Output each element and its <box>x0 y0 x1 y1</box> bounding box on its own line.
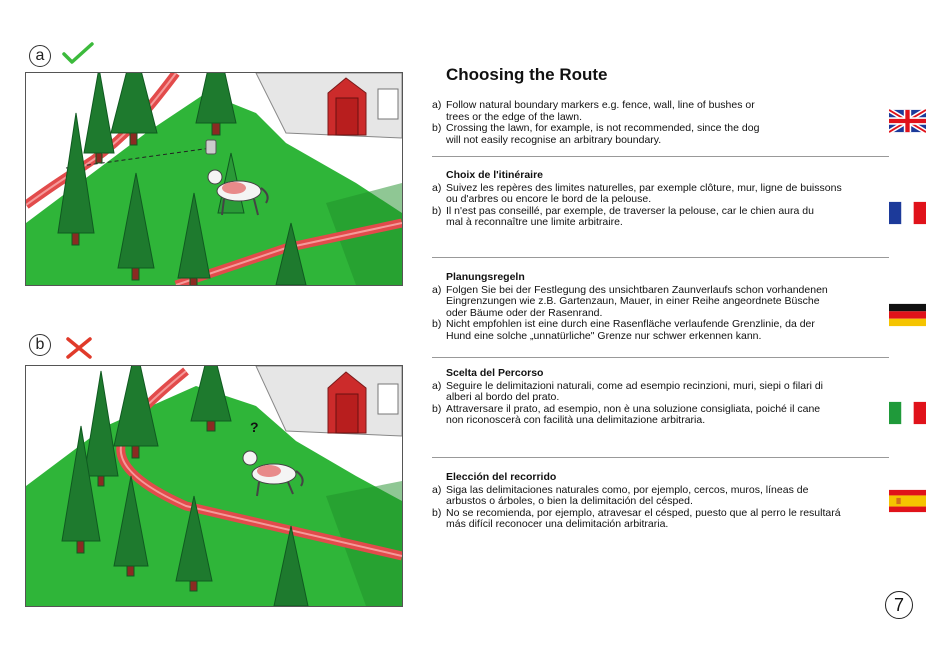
list-item <box>432 206 877 229</box>
section-english <box>432 100 877 146</box>
text-line: ou d'arbres ou encore le bord de la pelouse. <box>446 193 652 205</box>
cross-icon <box>65 336 93 360</box>
text-line: Attraversare il prato, ad esempio, non è una soluzione consigliata, poiché il cane <box>446 402 821 415</box>
item-marker: a) <box>432 181 442 194</box>
text-line: Nicht empfohlen ist eine durch eine Rasenfläche verlaufende Grenzlinie, da der <box>446 318 815 330</box>
list-item <box>432 381 877 404</box>
section-heading: Elección del recorrido <box>446 471 557 483</box>
divider <box>432 156 889 157</box>
section-spanish <box>432 472 877 531</box>
garden-scene-a <box>26 73 402 285</box>
section-italian <box>432 368 877 427</box>
text-line: alberi al bordo del prato. <box>446 391 560 403</box>
section-heading: Planungsregeln <box>446 271 525 283</box>
list-item <box>432 123 877 146</box>
flag-italy-icon <box>889 401 926 425</box>
illustration-panel-b <box>25 365 403 607</box>
flag-france-icon <box>889 201 926 225</box>
item-marker: a) <box>432 483 442 496</box>
text-line: non riconoscerà con facilità una delimitazione arbitraria. <box>446 414 706 426</box>
item-marker: b) <box>432 318 442 330</box>
page-title: Choosing the Route <box>446 65 608 84</box>
list-item <box>432 319 877 342</box>
illustration-panel-a <box>25 72 403 286</box>
text-line: Hund eine solche „unnatürliche" Grenze nur schwer erkennen kann. <box>446 329 762 342</box>
divider <box>432 257 889 258</box>
list-item <box>432 485 877 508</box>
divider <box>432 357 889 358</box>
list-item <box>432 404 877 427</box>
item-marker: a) <box>432 379 442 392</box>
list-item <box>432 508 877 531</box>
flag-spain-icon <box>889 489 926 513</box>
check-icon <box>62 42 94 64</box>
item-marker: b) <box>432 122 442 134</box>
section-heading: Choix de l'itinéraire <box>446 169 544 181</box>
text-line: arbustos o árboles, o bien la delimitación del césped. <box>446 495 693 507</box>
text-line: mal à reconnaître une limite arbitraire. <box>446 216 623 228</box>
page-number-text: 7 <box>893 595 904 615</box>
list-item <box>432 100 877 123</box>
text-line: Follow natural boundary markers e.g. fence, wall, line of bushes or <box>446 99 755 111</box>
item-marker: b) <box>432 506 442 519</box>
text-line: Crossing the lawn, for example, is not recommended, since the dog <box>446 122 760 134</box>
text-line: Seguire le delimitazioni naturali, come ad esempio recinzioni, muri, siepi o filari di <box>446 379 824 392</box>
text-line: Eingrenzungen wie z.B. Gartenzaun, Mauer, in einer Reihe angeordnete Büsche <box>446 295 820 307</box>
item-marker: b) <box>432 204 442 217</box>
panel-b-label <box>29 334 51 356</box>
text-line: trees or the edge of the lawn. <box>446 110 583 123</box>
item-marker: b) <box>432 402 442 415</box>
page-number <box>885 591 913 619</box>
item-marker: a) <box>432 283 442 296</box>
text-line: Siga las delimitaciones naturales como, por ejemplo, cercos, muros, líneas de <box>446 483 809 496</box>
divider <box>432 457 889 458</box>
panel-a-label <box>29 45 51 67</box>
garden-scene-b <box>26 366 402 606</box>
flag-germany-icon <box>889 303 926 327</box>
text-line: Il n'est pas conseillé, par exemple, de traverser la pelouse, car le chien aura du <box>446 204 814 217</box>
house <box>256 73 402 138</box>
list-item <box>432 183 877 206</box>
panel-a-letter: a <box>35 47 45 64</box>
text-line: Suivez les repères des limites naturelles, par exemple clôture, mur, ligne de buissons <box>446 181 842 194</box>
text-line: más difícil reconocer una delimitación arbitraria. <box>446 518 669 530</box>
text-line: oder Bäume oder der Rasenrand. <box>446 306 603 319</box>
section-german <box>432 272 877 342</box>
section-french <box>432 170 877 229</box>
panel-b-letter: b <box>35 336 45 353</box>
text-line: will not easily recognise an arbitrary boundary. <box>446 133 662 146</box>
text-line: Folgen Sie bei der Festlegung des unsichtbaren Zaunverlaufs schon vorhandenen <box>446 283 828 296</box>
question-mark: ? <box>250 419 259 435</box>
section-heading: Scelta del Percorso <box>446 367 544 379</box>
list-item <box>432 285 877 320</box>
flag-uk-icon <box>889 109 926 133</box>
text-line: No se recomienda, por ejemplo, atravesar el césped, puesto que al perro le resultará <box>446 506 841 519</box>
item-marker: a) <box>432 99 442 111</box>
